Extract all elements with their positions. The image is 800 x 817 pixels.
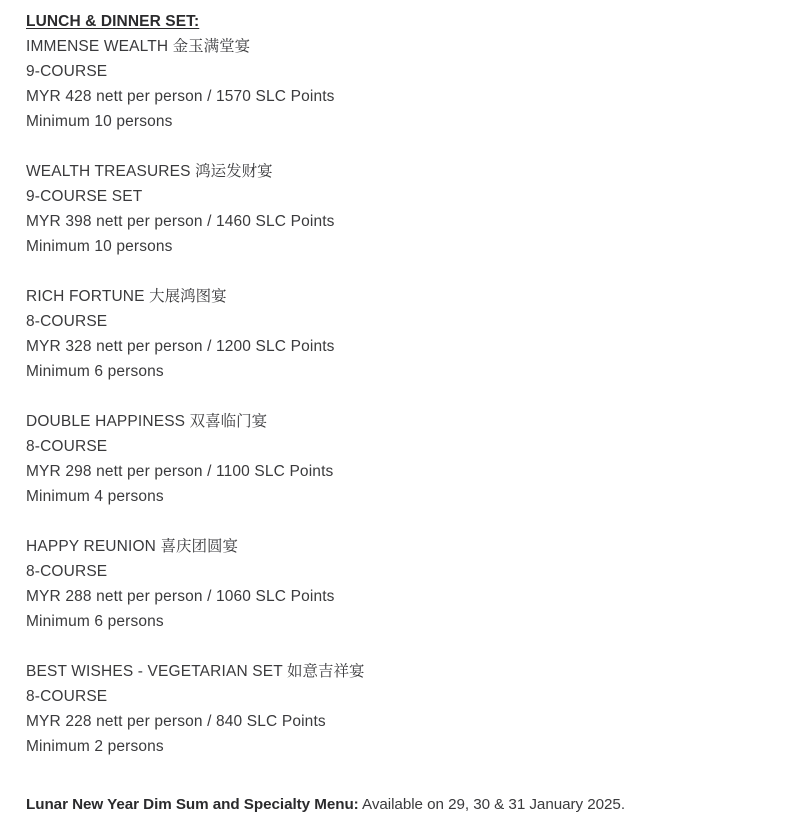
set-name-chinese: 如意吉祥宴 [287, 663, 365, 680]
section-heading: LUNCH & DINNER SET: [26, 13, 200, 30]
footer-note [26, 792, 800, 817]
set-name: RICH FORTUNE [26, 288, 145, 305]
set-name: BEST WISHES - VEGETARIAN SET [26, 663, 283, 680]
set-courses: 8-COURSE [26, 563, 108, 580]
set-minimum: Minimum 10 persons [26, 113, 173, 130]
set-price: MYR 398 nett per person / 1460 SLC Points [26, 213, 335, 230]
set-name: IMMENSE WEALTH [26, 38, 169, 55]
set-name-chinese: 大展鸿图宴 [149, 288, 227, 305]
set-courses: 9-COURSE SET [26, 188, 143, 205]
set-minimum: Minimum 10 persons [26, 238, 173, 255]
set-name-chinese: 金玉满堂宴 [172, 38, 251, 55]
set-block [26, 409, 800, 509]
set-price: MYR 328 nett per person / 1200 SLC Points [26, 338, 335, 355]
set-block [26, 534, 800, 634]
set-price: MYR 428 nett per person / 1570 SLC Points [26, 88, 335, 105]
set-name: HAPPY REUNION [26, 538, 156, 555]
set-courses: 8-COURSE [26, 688, 108, 705]
set-title [26, 284, 800, 309]
set-block [26, 284, 800, 384]
set-minimum: Minimum 2 persons [26, 738, 164, 755]
set-title [26, 534, 800, 559]
set-price: MYR 228 nett per person / 840 SLC Points [26, 713, 326, 730]
set-name: DOUBLE HAPPINESS [26, 413, 186, 430]
set-title [26, 409, 800, 434]
set-title [26, 159, 800, 184]
set-name: WEALTH TREASURES [26, 163, 191, 180]
set-name-chinese: 双喜临门宴 [189, 413, 268, 430]
set-name-chinese: 喜庆团圆宴 [160, 538, 238, 555]
set-name-chinese: 鸿运发财宴 [195, 163, 273, 180]
set-block [26, 34, 800, 134]
set-minimum: Minimum 4 persons [26, 488, 164, 505]
set-block [26, 159, 800, 259]
set-block [26, 659, 800, 759]
set-courses: 9-COURSE [26, 63, 108, 80]
set-price: MYR 298 nett per person / 1100 SLC Points [26, 463, 334, 480]
set-title [26, 34, 800, 59]
footer-note-value: Available on 29, 30 & 31 January 2025. [362, 796, 625, 813]
footer-note-label: Lunar New Year Dim Sum and Specialty Menu: [26, 796, 359, 813]
set-courses: 8-COURSE [26, 313, 108, 330]
set-title [26, 659, 800, 684]
set-minimum: Minimum 6 persons [26, 363, 164, 380]
set-courses: 8-COURSE [26, 438, 108, 455]
set-price: MYR 288 nett per person / 1060 SLC Points [26, 588, 335, 605]
set-minimum: Minimum 6 persons [26, 613, 164, 630]
